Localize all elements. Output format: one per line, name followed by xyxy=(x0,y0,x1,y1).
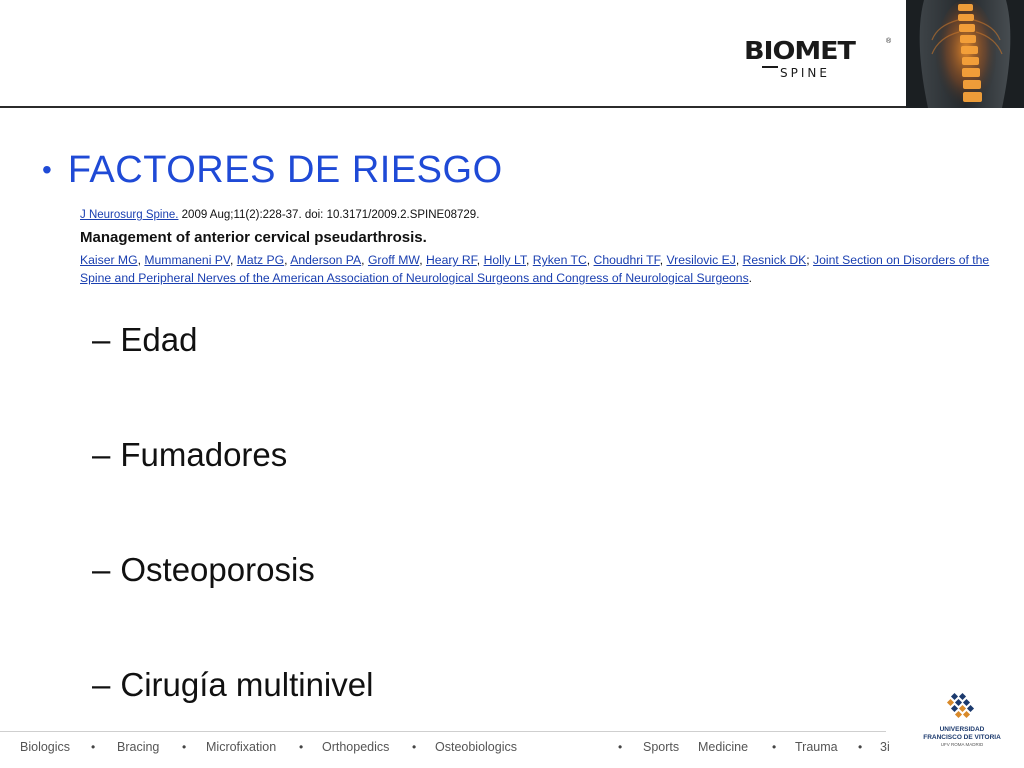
footer-separator: • xyxy=(91,740,96,754)
citation-title: Management of anterior cervical pseudarthrosis. xyxy=(80,229,427,246)
author-link[interactable]: Ryken TC xyxy=(532,253,587,267)
slide-title: FACTORES DE RIESGO xyxy=(67,149,503,191)
list-item xyxy=(92,433,287,477)
author-link[interactable]: Vresilovic EJ xyxy=(666,253,736,267)
university-logo xyxy=(912,684,1012,754)
group-author-link[interactable]: Joint Section on Disorders of the Spine and Peripheral Nerves of the American Association of Neurological Surgeons and Congress of Neurological Surgeons xyxy=(80,253,990,285)
header-divider xyxy=(0,106,906,108)
ufv-lattice-icon xyxy=(942,686,982,726)
citation-journal-link[interactable]: J Neurosurg Spine. xyxy=(80,209,179,221)
author-link[interactable]: Heary RF xyxy=(425,253,477,267)
citation-details: 2009 Aug;11(2):228-37. doi: 10.3171/2009.2.SPINE08729. xyxy=(178,209,480,221)
citation-block xyxy=(80,207,990,287)
logo-wordmark: BIOMET xyxy=(744,36,855,65)
citation-journal-line xyxy=(80,207,990,223)
list-item-label: Cirugía multinivel xyxy=(120,666,374,703)
list-item xyxy=(92,318,197,362)
list-item-label: Osteoporosis xyxy=(120,551,315,588)
university-name-line2: FRANCISCO DE VITORIA xyxy=(923,734,1001,741)
footer-separator: • xyxy=(182,740,187,754)
footer-item-medicine: Medicine xyxy=(698,740,749,754)
footer-separator: • xyxy=(858,740,863,754)
author-link[interactable]: Holly LT xyxy=(483,253,527,267)
footer-separator: • xyxy=(299,740,304,754)
slide-title-row xyxy=(42,146,503,194)
footer-item-microfixation: Microfixation xyxy=(206,740,277,754)
list-dash: – xyxy=(92,666,111,703)
logo-subtitle: SPINE xyxy=(780,66,830,80)
title-bullet: • xyxy=(42,154,52,185)
footer-separator: • xyxy=(412,740,417,754)
footer-item-biologics: Biologics xyxy=(20,740,71,754)
footer-item-trauma: Trauma xyxy=(795,740,838,754)
list-dash: – xyxy=(92,321,111,358)
footer-item-3i: 3i xyxy=(880,740,890,754)
logo-accent-bar xyxy=(762,66,778,68)
spine-xray-icon xyxy=(906,0,1024,108)
author-link[interactable]: Kaiser MG xyxy=(80,253,138,267)
logo-registered-mark: ® xyxy=(886,38,892,45)
list-item-label: Edad xyxy=(120,321,198,358)
footer-separator: • xyxy=(618,740,623,754)
author-link[interactable]: Groff MW xyxy=(367,253,420,267)
footer-item-sports: Sports xyxy=(643,740,680,754)
footer-item-bracing: Bracing xyxy=(117,740,160,754)
footer-item-orthopedics: Orthopedics xyxy=(322,740,390,754)
footer-separator: • xyxy=(772,740,777,754)
list-dash: – xyxy=(92,436,111,473)
footer-item-osteobiologics: Osteobiologics xyxy=(435,740,517,754)
author-link[interactable]: Choudhri TF xyxy=(593,253,660,267)
list-item-label: Fumadores xyxy=(120,436,288,473)
list-item xyxy=(92,663,373,707)
author-link[interactable]: Anderson PA xyxy=(290,253,362,267)
list-item xyxy=(92,548,315,592)
citation-authors: Kaiser MG, Mummaneni PV, Matz PG, Anderson PA, Groff MW, Heary RF, Holly LT, Ryken TC, Choudhri TF, Vresilovic EJ, Resnick DK; Joint Section on Disorders of the Spine and Peripheral Nerves of the American Association of Neurological Surgeons and Congress of Neurological Surgeons. xyxy=(80,253,990,285)
biomet-spine-logo xyxy=(744,38,890,86)
spine-xray-image xyxy=(906,0,1024,108)
university-name-line1: UNIVERSIDAD xyxy=(939,726,985,733)
footer-nav xyxy=(20,738,900,756)
author-link[interactable]: Mummaneni PV xyxy=(144,253,230,267)
author-link[interactable]: Matz PG xyxy=(236,253,285,267)
footer-divider xyxy=(0,731,886,732)
list-dash: – xyxy=(92,551,111,588)
university-name-line3: UFV ROMA MADRID xyxy=(940,742,984,747)
author-link[interactable]: Resnick DK xyxy=(742,253,807,267)
